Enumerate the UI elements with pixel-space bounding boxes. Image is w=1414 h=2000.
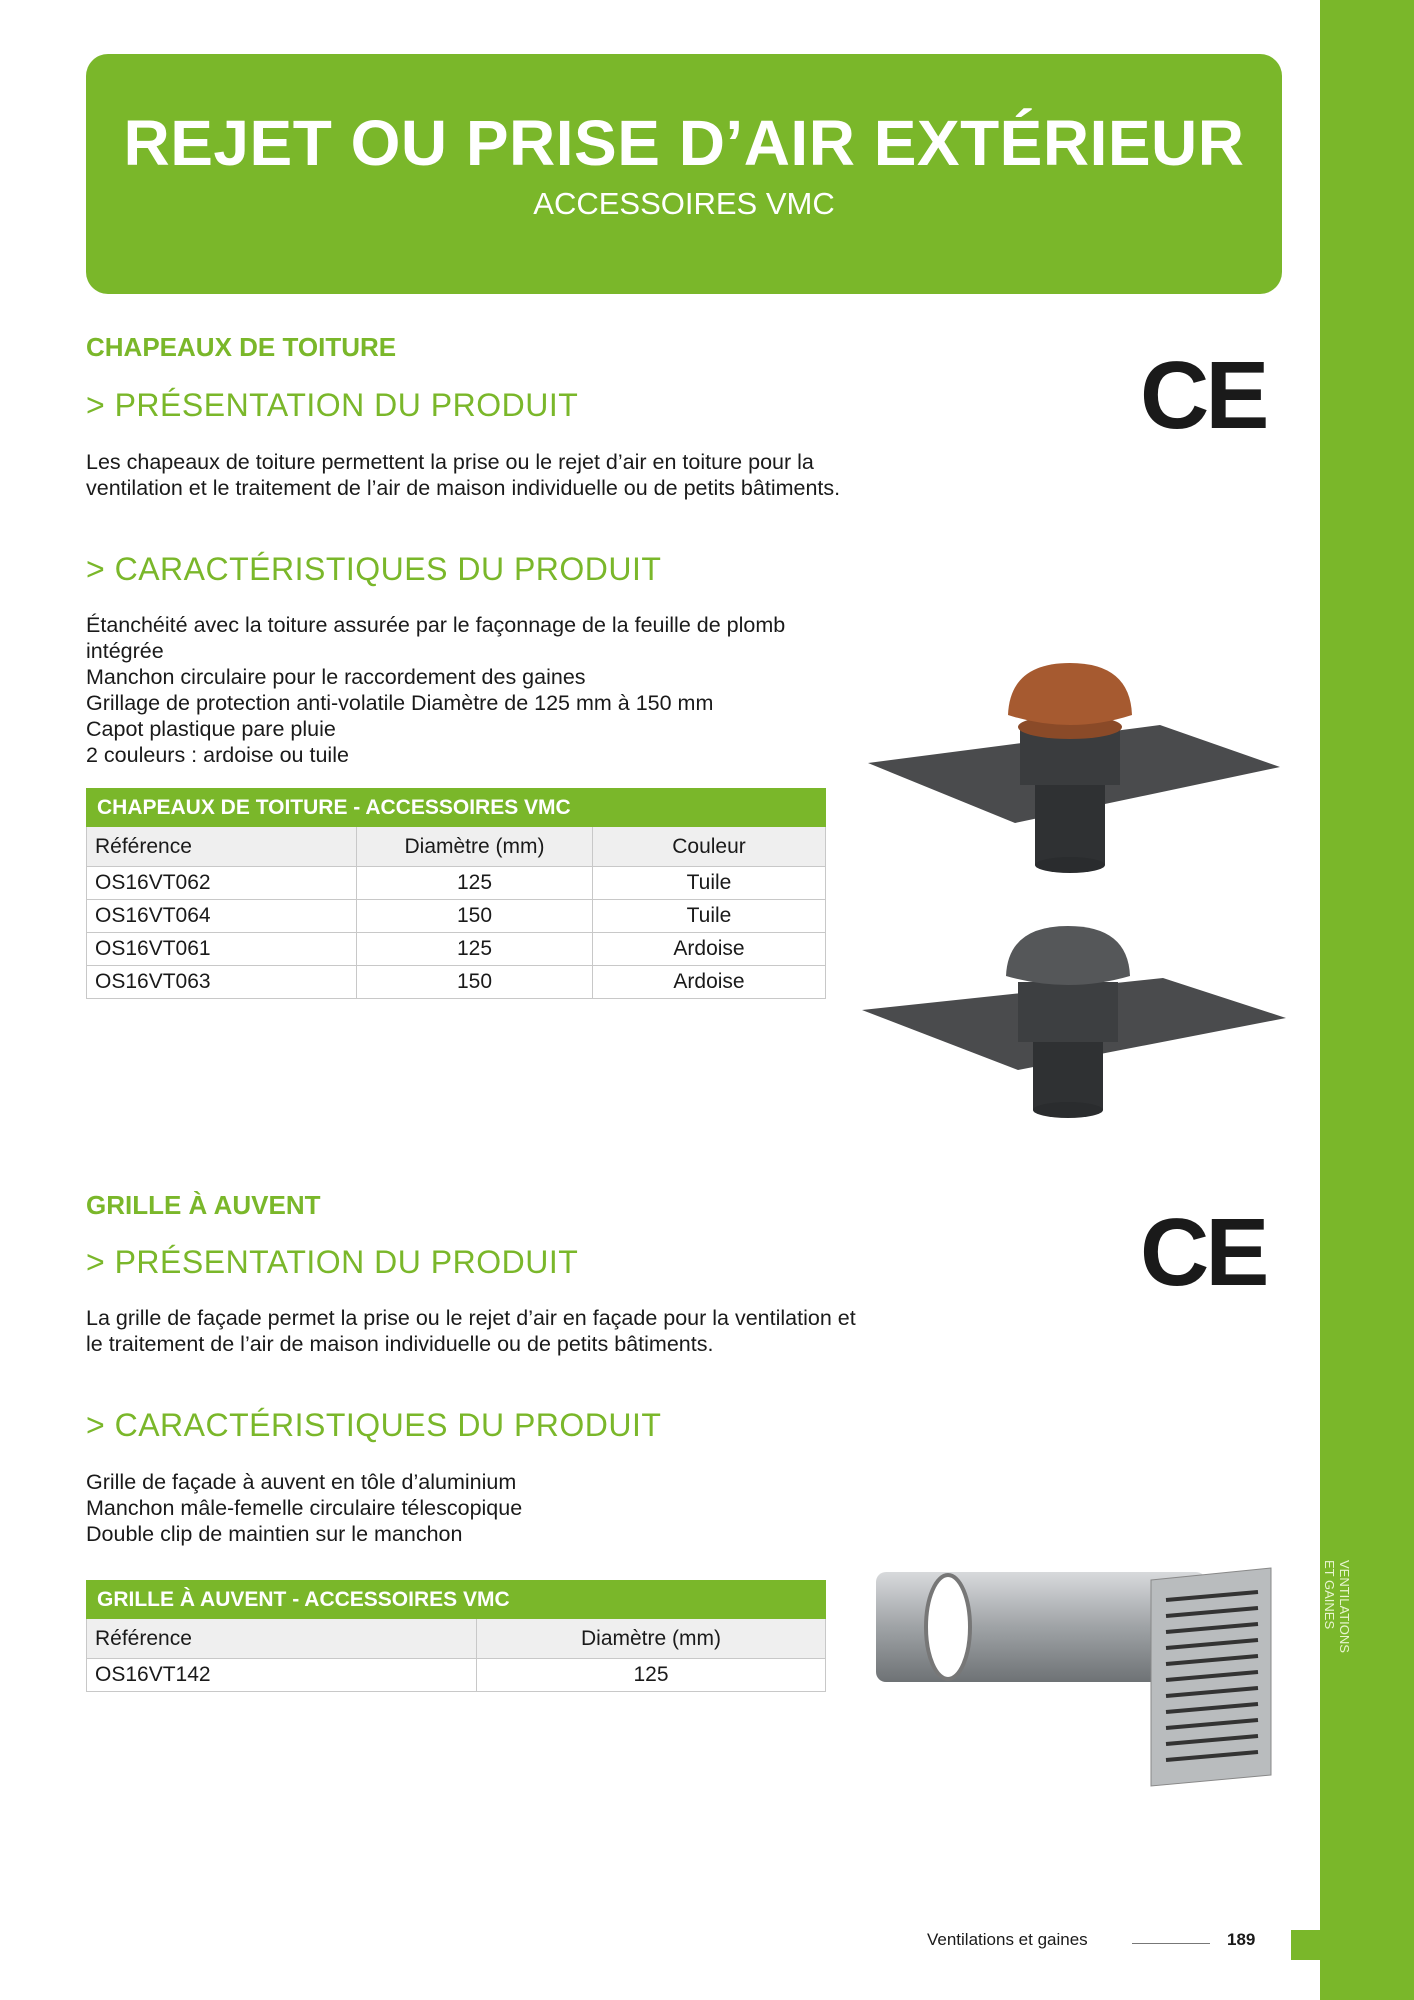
presentation-heading: > PRÉSENTATION DU PRODUIT [86,387,579,423]
product-table [86,788,826,999]
column-header: Diamètre (mm) [357,827,593,867]
page-number: 189 [1227,1930,1256,1949]
page-subtitle: ACCESSOIRES VMC [533,186,835,221]
characteristic-item: Grillage de protection anti-volatile Diamètre de 125 mm à 150 mm [86,691,714,715]
footer-section-label: Ventilations et gaines [927,1930,1088,1949]
table-header-row [87,1619,826,1659]
characteristics-heading: > CARACTÉRISTIQUES DU PRODUIT [86,551,662,587]
section-category: CHAPEAUX DE TOITURE [86,332,397,362]
cell-diameter: 150 [357,900,593,933]
cell-diameter: 125 [357,867,593,900]
column-header: Diamètre (mm) [477,1619,826,1659]
characteristic-item: 2 couleurs : ardoise ou tuile [86,743,349,767]
characteristic-item: Manchon circulaire pour le raccordement des gaines [86,665,586,689]
cell-diameter: 125 [357,933,593,966]
column-header: Référence [87,1619,477,1659]
column-header: Couleur [593,827,826,867]
footer-divider [1132,1943,1210,1944]
table-row [87,933,826,966]
page-tab-marker [1291,1930,1321,1960]
characteristic-item: Manchon mâle-femelle circulaire télescopique [86,1496,523,1520]
presentation-heading: > PRÉSENTATION DU PRODUIT [86,1244,579,1280]
cell-color: Ardoise [593,966,826,999]
table-caption: GRILLE À AUVENT - ACCESSOIRES VMC [87,1581,826,1619]
section-category: GRILLE À AUVENT [86,1190,321,1220]
cell-color: Tuile [593,900,826,933]
presentation-text: Les chapeaux de toiture permettent la prise ou le rejet d’air en toiture pour la ventilation et le traitement de l’air de maison individuelle ou de petits bâtiments. [86,450,841,500]
table-row [87,1659,826,1692]
cell-reference: OS16VT061 [87,933,357,966]
characteristic-item: Capot plastique pare pluie [86,717,336,741]
cell-diameter: 125 [477,1659,826,1692]
characteristic-item: Grille de façade à auvent en tôle d’aluminium [86,1470,517,1494]
cell-reference: OS16VT063 [87,966,357,999]
table-row [87,966,826,999]
ce-mark: CE [1140,1199,1266,1306]
awning-grille-image [866,1560,1282,1790]
table-header-row [87,827,826,867]
side-label-line: ET GAINES [1322,1560,1337,1630]
characteristics-heading: > CARACTÉRISTIQUES DU PRODUIT [86,1407,662,1443]
side-section-label [1322,1560,1352,1760]
ce-mark: CE [1140,342,1266,449]
page-header [86,54,1282,294]
cell-reference: OS16VT064 [87,900,357,933]
cell-reference: OS16VT142 [87,1659,477,1692]
side-label-line: VENTILATIONS [1337,1560,1352,1653]
column-header: Référence [87,827,357,867]
cell-diameter: 150 [357,966,593,999]
roof-cap-tile-image [860,655,1290,875]
cell-color: Tuile [593,867,826,900]
table-row [87,900,826,933]
presentation-text: La grille de façade permet la prise ou le rejet d’air en façade pour la ventilation et le traitement de l’air de maison individuelle ou de petits bâtiments. [86,1306,856,1356]
characteristics-list [86,1469,846,1547]
roof-cap-slate-image [858,920,1290,1120]
cell-color: Ardoise [593,933,826,966]
table-caption: CHAPEAUX DE TOITURE - ACCESSOIRES VMC [87,789,826,827]
characteristic-item: Étanchéité avec la toiture assurée par le façonnage de la feuille de plomb intégrée [86,613,786,663]
table-row [87,867,826,900]
page-title: REJET OU PRISE D’AIR EXTÉRIEUR [123,107,1245,179]
characteristics-list [86,612,846,768]
cell-reference: OS16VT062 [87,867,357,900]
product-table [86,1580,826,1692]
characteristic-item: Double clip de maintien sur le manchon [86,1522,463,1546]
